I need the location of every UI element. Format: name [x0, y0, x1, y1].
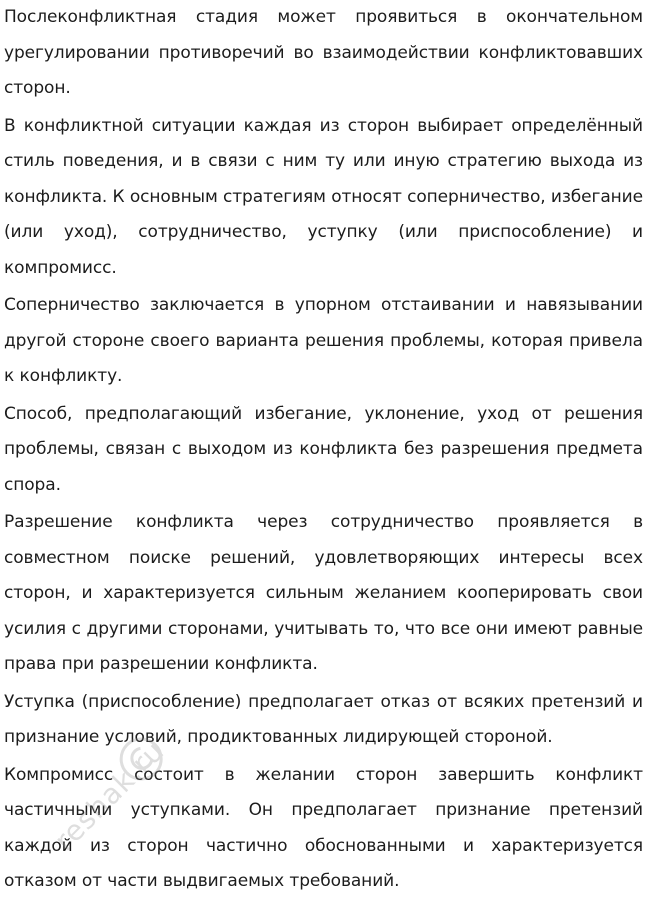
paragraph-post-conflict-stage: Послеконфликтная стадия может проявиться в окончательном урегулировании противоречий во взаимодействии конфликтовавших сторон. [4, 7, 643, 98]
paragraph-cooperation: Разрешение конфликта через сотрудничество проявляется в совместном поиске решений, удовлетворяющих интересы всех сторон, и характеризуется сильным желанием кооперировать свои усилия с другими сторонами, учитывать то, что все они имеют равные права при разрешении конфликта. [4, 512, 643, 674]
paragraph-compromise: Компромисс состоит в желании сторон завершить конфликт частичными уступками. Он предполагает признание претензий каждой из сторон частично обоснованными и характеризуется отказом от части выдвигаемых требований. [4, 764, 643, 891]
paragraph-avoidance: Способ, предполагающий избегание, уклонение, уход от решения проблемы, связан с выходом из конфликта без разрешения предмета спора. [4, 403, 643, 495]
paragraph-conflict-strategies: В конфликтной ситуации каждая из сторон выбирает определённый стиль поведения, и в связи с ним ту или иную стратегию выхода из конфликта. К основным стратегиям относят соперничество, избегание (или уход), сотрудничество, уступку (или приспособление) и компромисс. [4, 115, 643, 278]
paragraph-concession: Уступка (приспособление) предполагает отказ от всяких претензий и признание условий, продиктованных лидирующей стороной. [4, 691, 643, 747]
document-body [4, 0, 643, 902]
watermark-text: reshak.ru [47, 734, 171, 858]
paragraph-rivalry: Соперничество заключается в упорном отстаивании и навязывании другой стороне своего варианта решения проблемы, которая привела к конфликту. [4, 295, 643, 386]
